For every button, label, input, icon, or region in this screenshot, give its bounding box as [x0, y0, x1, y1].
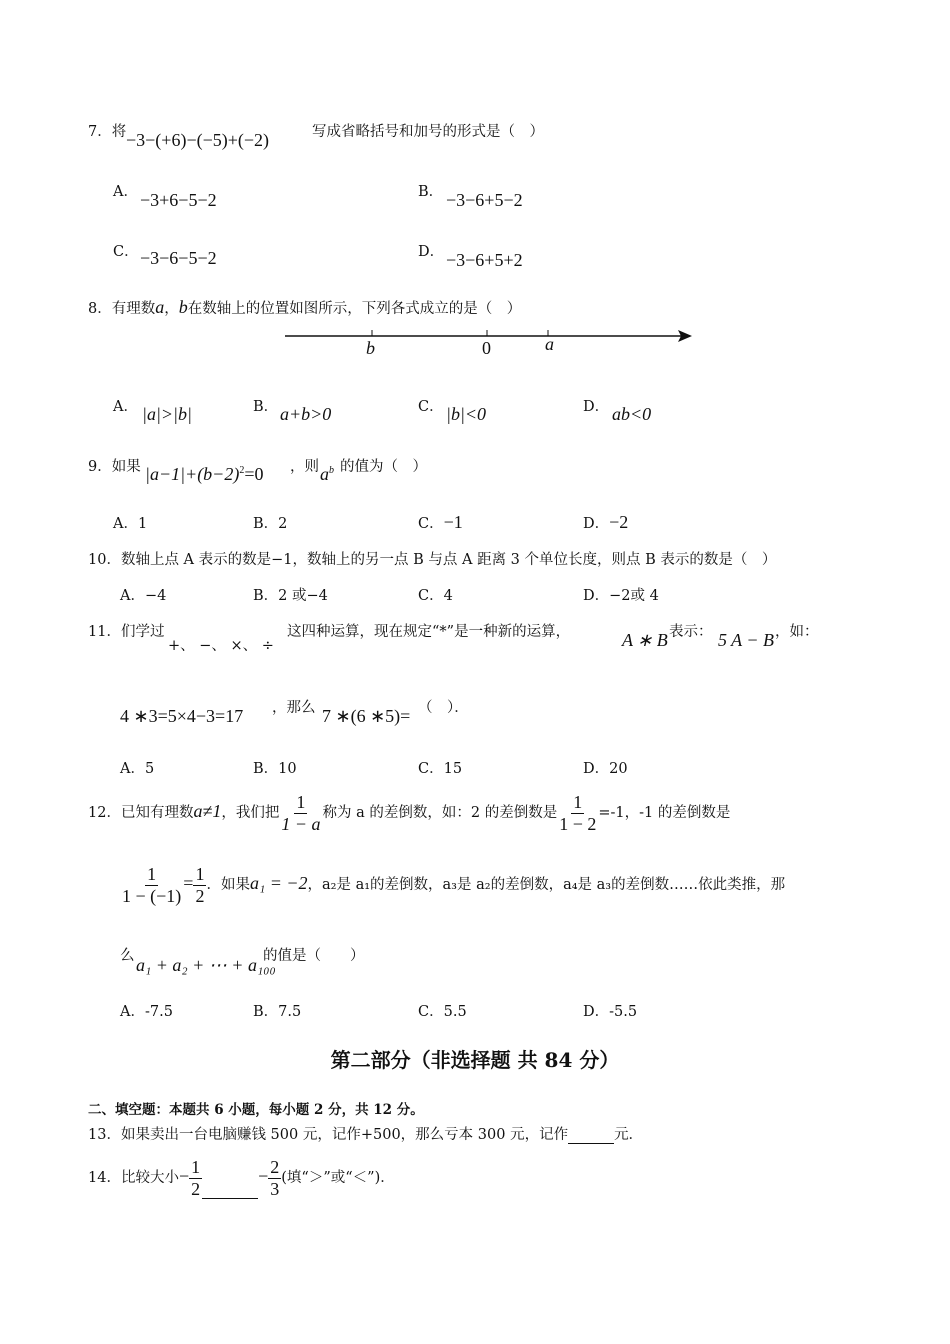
- q9-exp: 2: [239, 465, 245, 476]
- q14-stem: 14．比较大小− $\frac{1}{2}$ − $\frac{2}{3}$ (填“＞”或“＜”)．: [88, 1156, 395, 1199]
- denominator: 1 − (−1): [122, 885, 182, 906]
- text: 称为 a 的差倒数，如：2 的差倒数是: [322, 805, 558, 821]
- denominator: 2: [195, 885, 205, 906]
- q11-option-a[interactable]: [120, 757, 154, 778]
- q12-number: 12．已知有理数: [88, 805, 194, 821]
- label: A．: [113, 516, 138, 532]
- q12-condition: a≠1: [193, 801, 222, 821]
- q8-option-a-label[interactable]: A．: [113, 399, 138, 415]
- label: B．: [253, 588, 279, 604]
- value: 5: [144, 761, 155, 777]
- axis-label-b: b: [366, 338, 375, 358]
- text: (填“＞”或“＜”)．: [281, 1170, 395, 1186]
- q7-option-c-label[interactable]: C．: [113, 244, 139, 260]
- q8-stem: [88, 297, 521, 318]
- fraction: [557, 792, 598, 834]
- q8-option-b: a+b>0: [280, 404, 332, 424]
- q11-operators: +、 −、 ×、 ÷: [168, 638, 274, 654]
- q7-expression: −3−(+6)−(−5)+(−2): [126, 130, 270, 150]
- q9-base: a: [320, 464, 329, 484]
- q12-line-2: [120, 860, 785, 908]
- section-heading: 二、填空题：本题共 6 小题，每小题 2 分，共 12 分。: [88, 1102, 424, 1118]
- numerator: 1: [296, 791, 306, 812]
- q11-ask: 7 ∗(6 ∗5)=: [322, 706, 411, 726]
- q9-number: 9．如果: [88, 459, 141, 475]
- q7-stem: 写成省略括号和加号的形式是（ ）: [312, 124, 544, 140]
- q14-number: 14．比较大小: [88, 1170, 179, 1186]
- numerator: 1: [195, 863, 205, 884]
- label: D．: [583, 761, 610, 777]
- value: 2 或−4: [278, 588, 328, 604]
- numerator: 2: [270, 1156, 280, 1177]
- q11-tail: ，如：: [775, 624, 819, 640]
- value: 15: [443, 761, 463, 777]
- text: ，a₂是 a₁的差倒数，a₃是 a₂的差倒数，a₄是 a₃的差倒数……依此类推，那: [307, 877, 786, 893]
- q8-number: 8．有理数: [88, 301, 156, 317]
- text: =-1，-1 的差倒数是: [598, 805, 731, 821]
- q7-option-a: −3+6−5−2: [140, 190, 217, 210]
- section-title: 第二部分（非选择题 共 84 分）: [330, 1048, 620, 1072]
- q12-t7: 的值是（ ）: [263, 948, 365, 964]
- value: 2: [278, 516, 288, 532]
- q11-paren: （ ）．: [418, 700, 469, 716]
- label: A．: [120, 1004, 145, 1020]
- q11-def: A ∗ B: [622, 630, 668, 650]
- q11-mid: 这四种运算，现在规定“*”是一种新的运算，: [287, 624, 571, 640]
- q8-tail: 在数轴上的位置如图所示，下列各式成立的是（ ）: [187, 301, 522, 317]
- value: -5.5: [609, 1004, 638, 1020]
- value: −4: [144, 588, 167, 604]
- q9-expression: [145, 464, 263, 485]
- value: −2: [609, 512, 629, 532]
- q12-option-a[interactable]: [120, 1000, 173, 1021]
- q11-option-d[interactable]: [583, 757, 628, 778]
- q10-option-d[interactable]: [583, 584, 659, 605]
- label: B．: [253, 1004, 279, 1020]
- fraction: [268, 1157, 281, 1199]
- denominator: 3: [270, 1178, 280, 1199]
- q8-var-a: a: [155, 297, 165, 317]
- q9-option-b[interactable]: [253, 512, 287, 533]
- q9-power: [320, 464, 334, 485]
- value: 20: [609, 761, 628, 777]
- label: D．: [583, 588, 610, 604]
- axis-label-a: a: [545, 334, 554, 354]
- q7-option-a-label[interactable]: A．: [113, 184, 138, 200]
- text: 元．: [614, 1127, 644, 1143]
- q12-sum: a₁ + a₂ + ⋯ + a₁₀₀: [136, 955, 276, 975]
- value: 4: [443, 588, 453, 604]
- q13-stem: [88, 1123, 643, 1144]
- q11-example: 4 ∗3=5×4−3=17: [120, 706, 244, 726]
- text: ．如果: [206, 877, 250, 893]
- q9-expr: |a−1|+(b−2): [145, 464, 240, 484]
- q8-option-c-label[interactable]: C．: [418, 399, 444, 415]
- q8-option-b-label[interactable]: B．: [253, 399, 279, 415]
- q8-option-a: |a|>|b|: [142, 404, 192, 424]
- label: A．: [120, 761, 145, 777]
- label: C．: [418, 1004, 444, 1020]
- label: C．: [418, 761, 444, 777]
- q10-option-c[interactable]: [418, 584, 453, 605]
- q9-option-a[interactable]: [113, 512, 147, 533]
- q7-option-b-label[interactable]: B．: [418, 184, 444, 200]
- value: −2或 4: [609, 588, 659, 604]
- q7-option-c: −3−6−5−2: [140, 248, 217, 268]
- label: D．: [583, 1004, 610, 1020]
- q11-number: 11．们学过: [88, 624, 165, 640]
- fraction: [279, 792, 322, 834]
- q9-option-c[interactable]: [418, 512, 463, 533]
- q12-option-c[interactable]: [418, 1000, 467, 1021]
- q8-option-d: ab<0: [612, 404, 652, 424]
- label: D．: [583, 516, 610, 532]
- text: ，我们把: [221, 805, 280, 821]
- value: 5.5: [443, 1004, 467, 1020]
- q12-t6: 么: [120, 948, 135, 964]
- q11-mid2: 表示：: [669, 624, 713, 640]
- value: -7.5: [144, 1004, 173, 1020]
- q10-stem: 10．数轴上点 A 表示的数是−1，数轴上的另一点 B 与点 A 距离 3 个单位长度，则点 B 表示的数是（ ）: [88, 552, 777, 568]
- value: 10: [278, 761, 297, 777]
- q12-a1: a₁ = −2: [249, 873, 308, 893]
- q11-then: ，那么: [272, 700, 316, 716]
- value: 7.5: [278, 1004, 302, 1020]
- q9-eq: =0: [244, 464, 264, 484]
- q10-option-b[interactable]: [253, 584, 328, 605]
- numerator: 1: [573, 791, 583, 812]
- q7-number: 7．将: [88, 124, 127, 140]
- q13-answer-blank[interactable]: [568, 1129, 614, 1144]
- q7-option-d: −3−6+5+2: [446, 250, 523, 270]
- q9-mid: ，则: [290, 459, 319, 475]
- fraction: [193, 864, 206, 906]
- q8-sep: ，: [164, 301, 179, 317]
- numerator: 1: [191, 1156, 201, 1177]
- q12-line-1: [88, 788, 730, 836]
- label: C．: [418, 588, 444, 604]
- q11-option-c[interactable]: [418, 757, 462, 778]
- q9-option-d[interactable]: [583, 512, 628, 533]
- text: 13．如果卖出一台电脑赚钱 500 元，记作+500，那么亏本 300 元，记作: [88, 1127, 569, 1143]
- denominator: 1 − 2: [559, 813, 597, 834]
- axis-label-0: 0: [482, 338, 491, 358]
- q9-exponent: b: [329, 465, 334, 476]
- denominator: 1 − a: [281, 813, 321, 834]
- fraction: [189, 1157, 202, 1199]
- q7-option-d-label[interactable]: D．: [418, 244, 445, 260]
- q11-option-b[interactable]: [253, 757, 297, 778]
- q10-option-a[interactable]: [120, 584, 166, 605]
- q9-tail: 的值为（ ）: [340, 459, 427, 475]
- label: C．: [418, 516, 444, 532]
- q11-rule: 5 A − B: [718, 630, 774, 650]
- denominator: 2: [191, 1178, 201, 1199]
- q8-var-b: b: [178, 297, 188, 317]
- q12-option-b[interactable]: [253, 1000, 301, 1021]
- fraction: [120, 864, 183, 906]
- label: B．: [253, 516, 279, 532]
- value: 1: [137, 516, 148, 532]
- q12-option-d[interactable]: [583, 1000, 637, 1021]
- q8-option-c: |b|<0: [446, 404, 487, 424]
- value: −1: [443, 512, 463, 532]
- equals: =: [183, 873, 194, 893]
- label: A．: [120, 588, 145, 604]
- label: B．: [253, 761, 279, 777]
- q7-option-b: −3−6+5−2: [446, 190, 523, 210]
- q14-answer-blank[interactable]: [202, 1176, 258, 1199]
- q8-option-d-label[interactable]: D．: [583, 399, 610, 415]
- numerator: 1: [147, 863, 157, 884]
